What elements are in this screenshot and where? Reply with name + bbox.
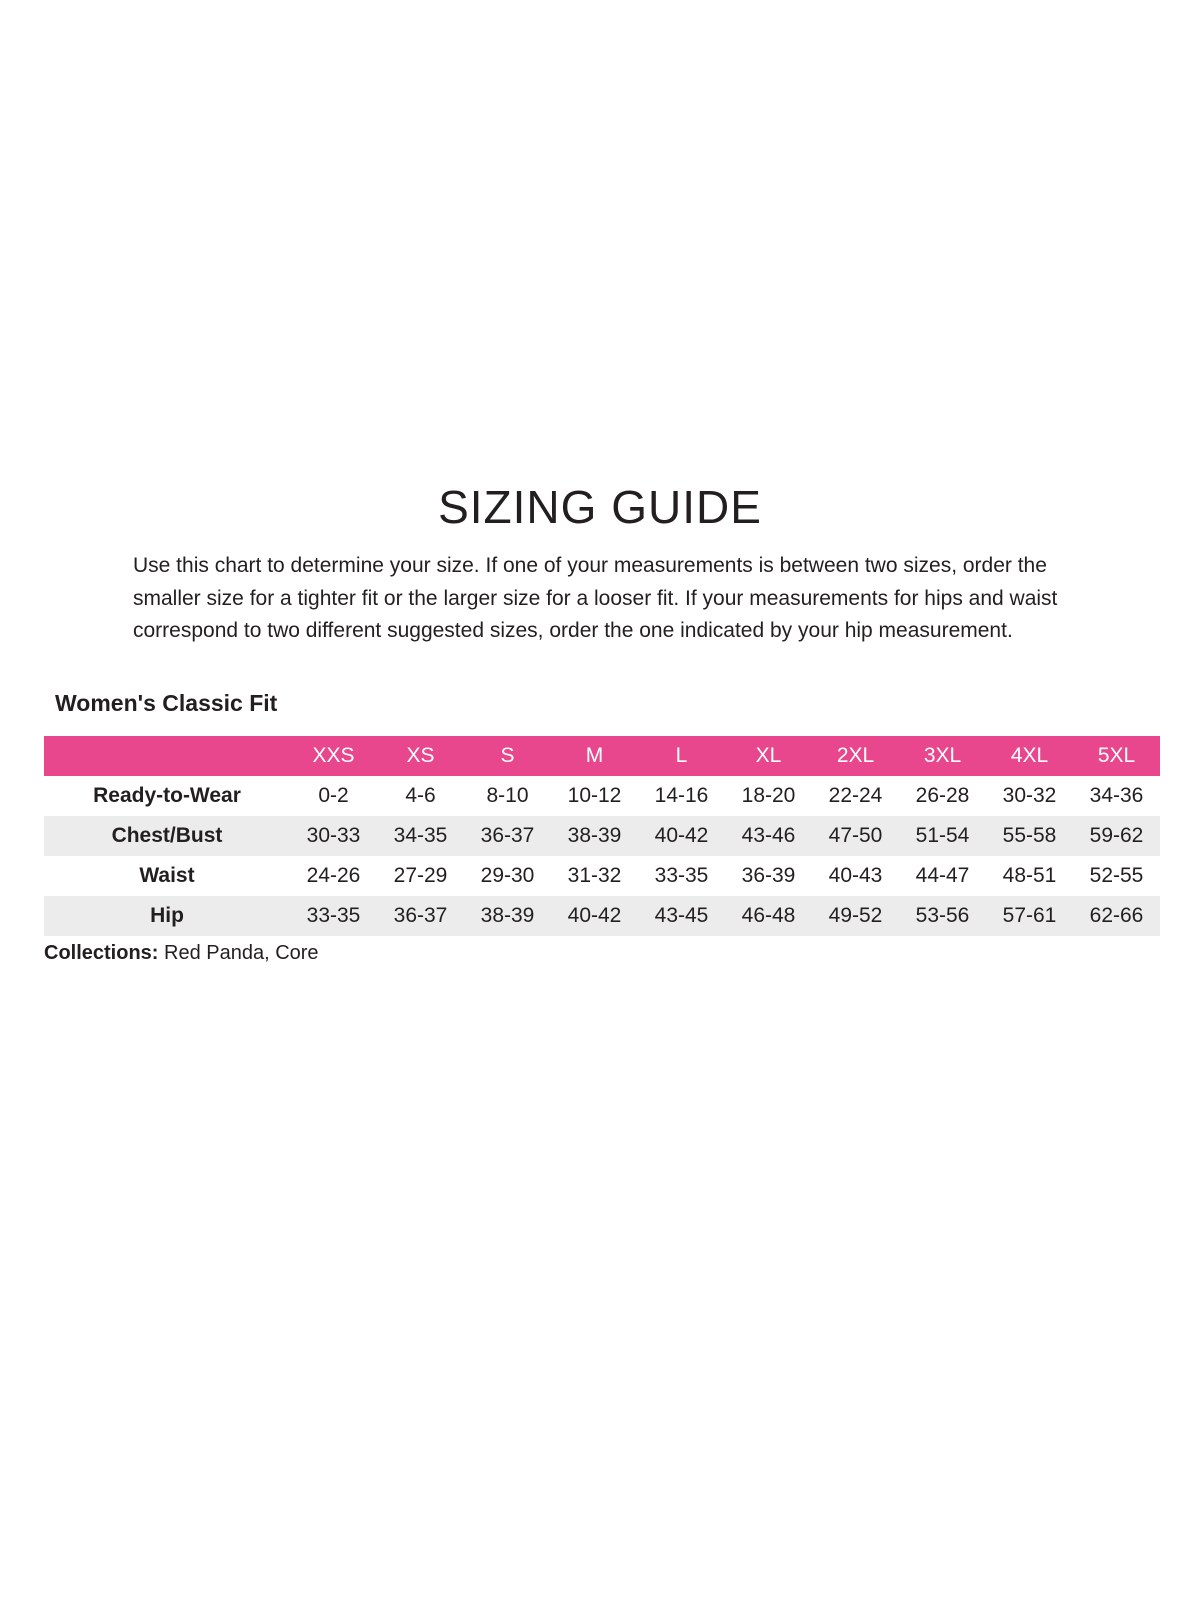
size-cell: 33-35 [306, 904, 361, 927]
collections-value: Red Panda, Core [164, 942, 319, 964]
sizing-table [44, 736, 1160, 936]
size-cell: 33-35 [654, 864, 709, 887]
size-cell: 14-16 [654, 784, 709, 807]
table-row [44, 856, 1160, 896]
size-cell: 43-46 [741, 824, 796, 847]
table-row [44, 896, 1160, 936]
size-cell: 29-30 [480, 864, 535, 887]
size-header-row [44, 736, 1160, 776]
size-header-xxs: XXS [312, 744, 355, 767]
size-cell: 36-37 [393, 904, 448, 927]
size-header-xl: XL [755, 744, 782, 767]
page-title: SIZING GUIDE [438, 481, 762, 533]
size-cell: 30-32 [1002, 784, 1057, 807]
size-cell: 48-51 [1002, 864, 1057, 887]
size-header-xs: XS [406, 744, 435, 767]
size-header-l: L [675, 744, 688, 767]
size-cell: 57-61 [1002, 904, 1057, 927]
size-cell: 38-39 [480, 904, 535, 927]
size-cell: 30-33 [306, 824, 361, 847]
size-cell: 38-39 [567, 824, 622, 847]
size-cell: 24-26 [306, 864, 361, 887]
size-cell: 22-24 [828, 784, 883, 807]
size-cell: 34-35 [393, 824, 448, 847]
row-label: Chest/Bust [111, 824, 223, 847]
size-cell: 62-66 [1089, 904, 1144, 927]
section-heading: Women's Classic Fit [55, 690, 278, 716]
row-label: Hip [150, 904, 184, 927]
size-header-3xl: 3XL [923, 744, 962, 767]
size-header-empty-cell [44, 736, 290, 776]
size-cell: 40-42 [654, 824, 709, 847]
row-label: Ready-to-Wear [93, 784, 241, 807]
size-cell: 36-39 [741, 864, 796, 887]
size-cell: 31-32 [567, 864, 622, 887]
collections-label: Collections: [44, 942, 159, 964]
size-cell: 43-45 [654, 904, 709, 927]
size-cell: 10-12 [567, 784, 622, 807]
size-cell: 49-52 [828, 904, 883, 927]
size-cell: 55-58 [1002, 824, 1057, 847]
intro-paragraph: Use this chart to determine your size. If one of your measurements is between two sizes, order the smaller size for a tighter fit or the larger size for a looser fit. If your measurements for hips and waist correspond to two different suggested sizes, order the one indicated by your hip measurement. [133, 554, 1058, 642]
row-label: Waist [139, 864, 195, 887]
size-cell: 59-62 [1089, 824, 1144, 847]
collections-line [44, 942, 319, 965]
size-cell: 8-10 [486, 784, 529, 807]
size-cell: 27-29 [393, 864, 448, 887]
size-cell: 26-28 [915, 784, 970, 807]
size-cell: 40-43 [828, 864, 883, 887]
size-cell: 34-36 [1089, 784, 1144, 807]
size-header-2xl: 2XL [836, 744, 875, 767]
size-header-4xl: 4XL [1010, 744, 1049, 767]
size-cell: 44-47 [915, 864, 970, 887]
size-cell: 51-54 [915, 824, 970, 847]
size-cell: 53-56 [915, 904, 970, 927]
size-header-m: M [585, 744, 604, 767]
table-row [44, 816, 1160, 856]
size-cell: 18-20 [741, 784, 796, 807]
table-row [44, 776, 1160, 816]
size-cell: 46-48 [741, 904, 796, 927]
size-cell: 40-42 [567, 904, 622, 927]
size-cell: 47-50 [828, 824, 883, 847]
size-header-s: S [500, 744, 515, 767]
size-cell: 36-37 [480, 824, 535, 847]
size-cell: 4-6 [405, 784, 436, 807]
size-cell: 52-55 [1089, 864, 1144, 887]
size-cell: 0-2 [318, 784, 349, 807]
size-header-5xl: 5XL [1097, 744, 1136, 767]
